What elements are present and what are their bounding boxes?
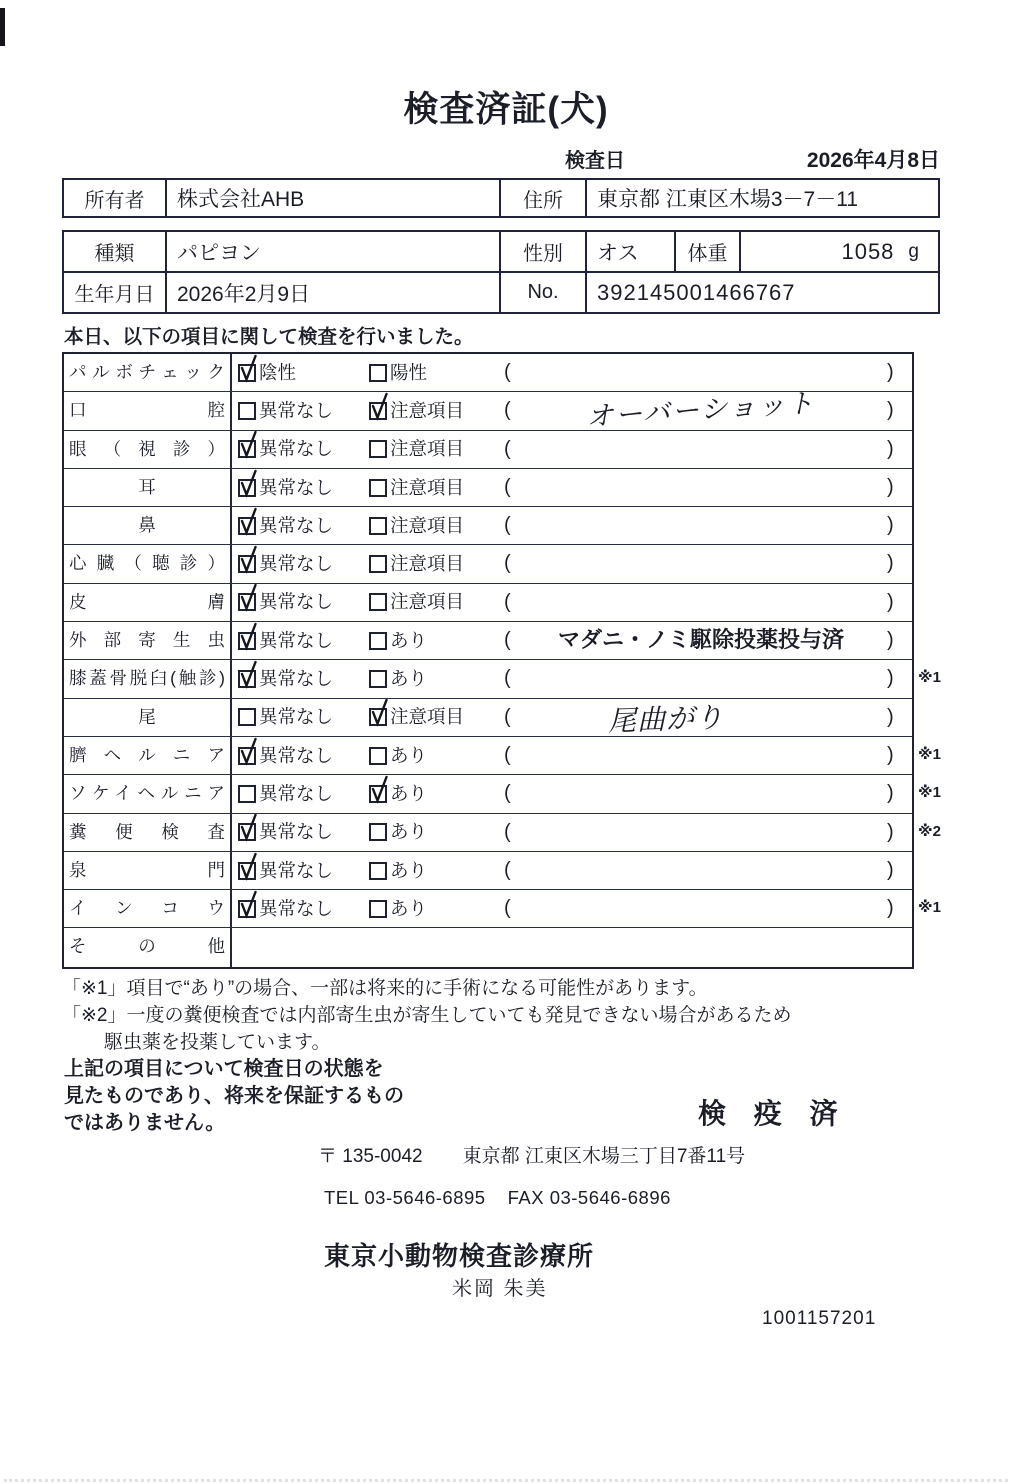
scan-artifact [0,8,5,46]
disclaimer-line-1: 上記の項目について検査日の状態を [64,1058,384,1080]
disclaimer-line-2: 見たものであり、将来を保証するもの [64,1085,404,1107]
checkbox-checked [238,670,256,688]
birthdate-label: 生年月日 [74,284,155,306]
checklist-table [62,352,941,969]
serial-number: 1001157201 [762,1308,877,1329]
address-value: 東京都 江東区木場3－7－11 [585,180,938,216]
option-2 [369,814,427,851]
checklist-row [64,852,912,890]
checklist-row-body [232,622,912,659]
checklist-row-body [232,737,912,774]
option-label: 異常なし [259,897,334,919]
checkbox [369,900,387,918]
checkmark-icon [238,468,259,498]
checklist-item-label: インコウ [64,890,232,927]
page-title: 検査済証(犬) [403,90,609,129]
birthdate-value: 2026年2月9日 [165,273,499,312]
option-label: 陰性 [259,361,297,383]
inspection-date-value: 2026年4月8日 [806,149,940,172]
checkbox [369,440,387,458]
option-label: あり [390,897,428,919]
checklist-row [64,699,912,737]
paren-close: ) [887,782,894,805]
option-label: 異常なし [259,399,334,421]
checklist-row [64,814,941,852]
checkbox-checked [238,517,256,535]
option-1 [238,584,333,621]
paren-open: ( [504,782,511,805]
paren-open: ( [504,858,511,881]
paren-close: ) [887,399,894,422]
paren-close: ) [887,552,894,575]
no-label: No. [499,273,585,312]
checkbox [369,670,387,688]
checklist-row-body [232,584,912,621]
option-label: あり [390,629,428,651]
clinic-contact-line [324,1187,671,1209]
checkbox-checked [238,823,256,841]
option-2 [369,545,464,582]
checkbox-checked [369,785,387,803]
option-1 [238,699,333,736]
option-label: 異常なし [259,706,334,728]
paren-open: ( [504,399,511,422]
checkmark-icon [369,774,390,804]
checklist-row-body [232,660,912,697]
checkmark-icon [238,736,259,766]
checkbox [369,632,387,650]
checklist-row-body [232,388,912,433]
option-1 [238,354,296,391]
checklist-item-label: 膝蓋骨脱臼(触診) [64,660,232,697]
checkmark-icon [238,506,259,536]
checklist-item-label: 眼 （ 視 診 ） [64,431,232,468]
weight-value [739,232,938,271]
checklist-item-label: 尾 [64,699,232,736]
paren-close: ) [887,705,894,728]
checkmark-icon [238,812,259,842]
checkbox-checked [238,440,256,458]
option-1 [238,890,333,927]
checklist-item-label: 口腔 [64,392,232,429]
checkbox-checked [238,364,256,382]
owner-value: 株式会社AHB [165,180,499,216]
disclaimer [64,1056,404,1137]
paren-close: ) [887,897,894,920]
option-2 [369,775,427,812]
checkmark-icon [369,391,390,421]
checkbox [238,708,256,726]
option-label: 注意項目 [390,591,465,613]
option-1 [238,622,333,659]
paren-open: ( [504,629,511,652]
option-label: 異常なし [259,438,334,460]
paren-close: ) [887,629,894,652]
option-1 [238,660,333,697]
checkbox [369,364,387,382]
paren-close: ) [887,820,894,843]
option-1 [238,852,333,889]
option-1 [238,737,333,774]
checklist-row [64,507,912,545]
option-label: 異常なし [259,859,334,881]
checkbox-checked [238,747,256,765]
checkmark-icon [238,851,259,881]
paren-open: ( [504,590,511,613]
checklist-item-label: 皮膚 [64,584,232,621]
option-label: あり [390,859,428,881]
option-label: 注意項目 [390,476,465,498]
checkbox [238,785,256,803]
checklist-row [64,545,912,583]
checkbox-checked [238,900,256,918]
option-2 [369,737,427,774]
animal-info-table [62,230,940,314]
paren-open: ( [504,897,511,920]
footnote-reference: ※2 [918,822,941,840]
footnote-1: 「※1」項目で“あり”の場合、一部は将来的に手術になる可能性があります。 [62,978,708,999]
checklist-row-body [232,775,912,812]
option-label: あり [390,668,428,690]
checkbox [369,862,387,880]
checkbox-checked [238,593,256,611]
option-1 [238,431,333,468]
footnotes [62,975,792,1056]
checklist-row [64,584,912,622]
option-2 [369,660,427,697]
checklist-row [64,890,941,928]
checkbox-checked [238,632,256,650]
checklist-row [64,660,941,698]
inspection-date-label: 検査日 [565,150,625,172]
option-2 [369,852,427,889]
checkmark-icon [238,659,259,689]
checklist-row [64,775,941,813]
paren-close: ) [887,590,894,613]
option-2 [369,507,464,544]
option-label: あり [390,821,428,843]
checkbox [369,823,387,841]
checklist-row-body [232,469,912,506]
checkbox [238,402,256,420]
option-label: 陽性 [390,361,428,383]
checklist-row [64,737,941,775]
paren-open: ( [504,437,511,460]
checklist-row [64,928,912,966]
option-2 [369,392,464,429]
paren-close: ) [887,514,894,537]
checkmark-icon [238,353,259,383]
option-2 [369,354,427,391]
checklist-row-body [232,890,912,927]
checklist-row-body [232,545,912,582]
inspection-date-row [0,144,940,170]
option-label: 異常なし [259,591,334,613]
option-1 [238,392,333,429]
option-label: 異常なし [259,476,334,498]
option-label: 異常なし [259,744,334,766]
checkbox-checked [238,862,256,880]
checkbox-checked [238,555,256,573]
checkbox [369,479,387,497]
quarantine-stamp: 検 疫 済 [698,1098,848,1129]
paren-close: ) [887,437,894,460]
option-2 [369,431,464,468]
paren-note-handwritten: 尾曲がり [607,701,725,737]
paren-note-printed: マダニ・ノミ駆除投薬投与済 [557,627,844,653]
clinic-name: 東京小動物検査診療所 [324,1241,595,1271]
checklist-item-label: 耳 [64,469,232,506]
sex-value: オス [585,232,674,271]
footnote-2: 「※2」一度の糞便検査では内部寄生虫が寄生していても発見できない場合があるため [62,1005,792,1026]
option-1 [238,814,333,851]
checklist-row-body [232,431,912,468]
paren-close: ) [887,475,894,498]
checklist-row [64,431,912,469]
veterinarian-name: 米岡 朱美 [452,1278,548,1300]
clinic-fax: FAX 03-5646-6896 [507,1187,671,1208]
option-1 [238,545,333,582]
sex-label: 性別 [499,232,585,271]
option-2 [369,622,427,659]
option-label: 異常なし [259,629,334,651]
weight-label: 体重 [674,232,739,271]
checklist-row-body [232,852,912,889]
paren-close: ) [887,361,894,383]
option-label: 注意項目 [390,399,465,421]
option-2 [369,469,464,506]
checklist-row-body [232,507,912,544]
address-label: 住所 [499,180,585,216]
checklist-item-label: 糞便検査 [64,814,232,851]
checklist-row-body [232,928,912,966]
option-label: 異常なし [259,553,334,575]
option-label: 注意項目 [390,514,465,536]
paren-close: ) [887,667,894,690]
checklist-item-label: 鼻 [64,507,232,544]
option-label: 注意項目 [390,706,465,728]
option-2 [369,890,427,927]
paren-open: ( [504,552,511,575]
option-2 [369,699,464,736]
weight-number: 1058 [841,238,895,264]
option-label: 異常なし [259,782,334,804]
checkmark-icon [369,697,390,727]
checklist-item-label: 臍ヘルニア [64,737,232,774]
paren-note-handwritten: オーバーショット [585,388,817,433]
option-1 [238,469,333,506]
footnote-reference: ※1 [918,745,941,763]
checkmark-icon [238,582,259,612]
paren-open: ( [504,743,511,766]
scan-bottom-edge [4,1479,1008,1482]
checkbox-checked [238,479,256,497]
option-1 [238,507,333,544]
checklist-item-label: その他 [64,928,232,966]
clinic-postal: 〒 135-0042 [318,1146,423,1167]
checkbox [369,517,387,535]
checklist-item-label: 心 臓 （ 聴 診 ） [64,545,232,582]
option-1 [238,775,333,812]
paren-open: ( [504,475,511,498]
paren-open: ( [504,820,511,843]
footnote-2-continued: 駆虫薬を投薬しています。 [104,1032,331,1053]
checklist-row [64,622,912,660]
paren-open: ( [504,705,511,728]
option-label: 注意項目 [390,553,465,575]
clinic-tel: TEL 03-5646-6895 [324,1187,486,1208]
clinic-address-line [318,1141,745,1168]
checkmark-icon [238,429,259,459]
checklist-item-label: 外部寄生虫 [64,622,232,659]
option-2 [369,584,464,621]
breed-value: パピヨン [165,232,499,271]
checklist-row [64,469,912,507]
no-value: 392145001466767 [585,273,938,312]
checkbox [369,555,387,573]
paren-open: ( [504,361,511,383]
option-label: あり [390,744,428,766]
owner-label: 所有者 [84,189,145,212]
disclaimer-line-3: ではありません。 [64,1112,226,1134]
checklist-item-label: ソケイヘルニア [64,775,232,812]
breed-label: 種類 [94,243,135,265]
option-label: 異常なし [259,668,334,690]
paren-close: ) [887,858,894,881]
footnote-reference: ※1 [918,899,941,917]
checklist-item-label: 泉門 [64,852,232,889]
clinic-address: 東京都 江東区木場三丁目7番11号 [462,1146,746,1167]
checklist-item-label: パルボチェック [64,354,232,391]
option-label: 注意項目 [390,438,465,460]
option-label: あり [390,782,428,804]
checkbox [369,593,387,611]
paren-open: ( [504,667,511,690]
paren-close: ) [887,743,894,766]
checkbox [369,747,387,765]
checklist-row-body [232,814,912,851]
paren-open: ( [504,514,511,537]
footnote-reference: ※1 [918,669,941,687]
checkmark-icon [238,544,259,574]
owner-table [62,178,940,218]
checkmark-icon [238,621,259,651]
checklist-row-body [232,699,912,736]
footnote-reference: ※1 [918,784,941,802]
weight-unit: g [908,240,920,262]
checklist-row [64,388,912,433]
checkbox-checked [369,402,387,420]
option-label: 異常なし [259,514,334,536]
checkbox-checked [369,708,387,726]
option-label: 異常なし [259,821,334,843]
intro-text: 本日、以下の項目に関して検査を行いました。 [64,326,474,348]
checkmark-icon [238,889,259,919]
